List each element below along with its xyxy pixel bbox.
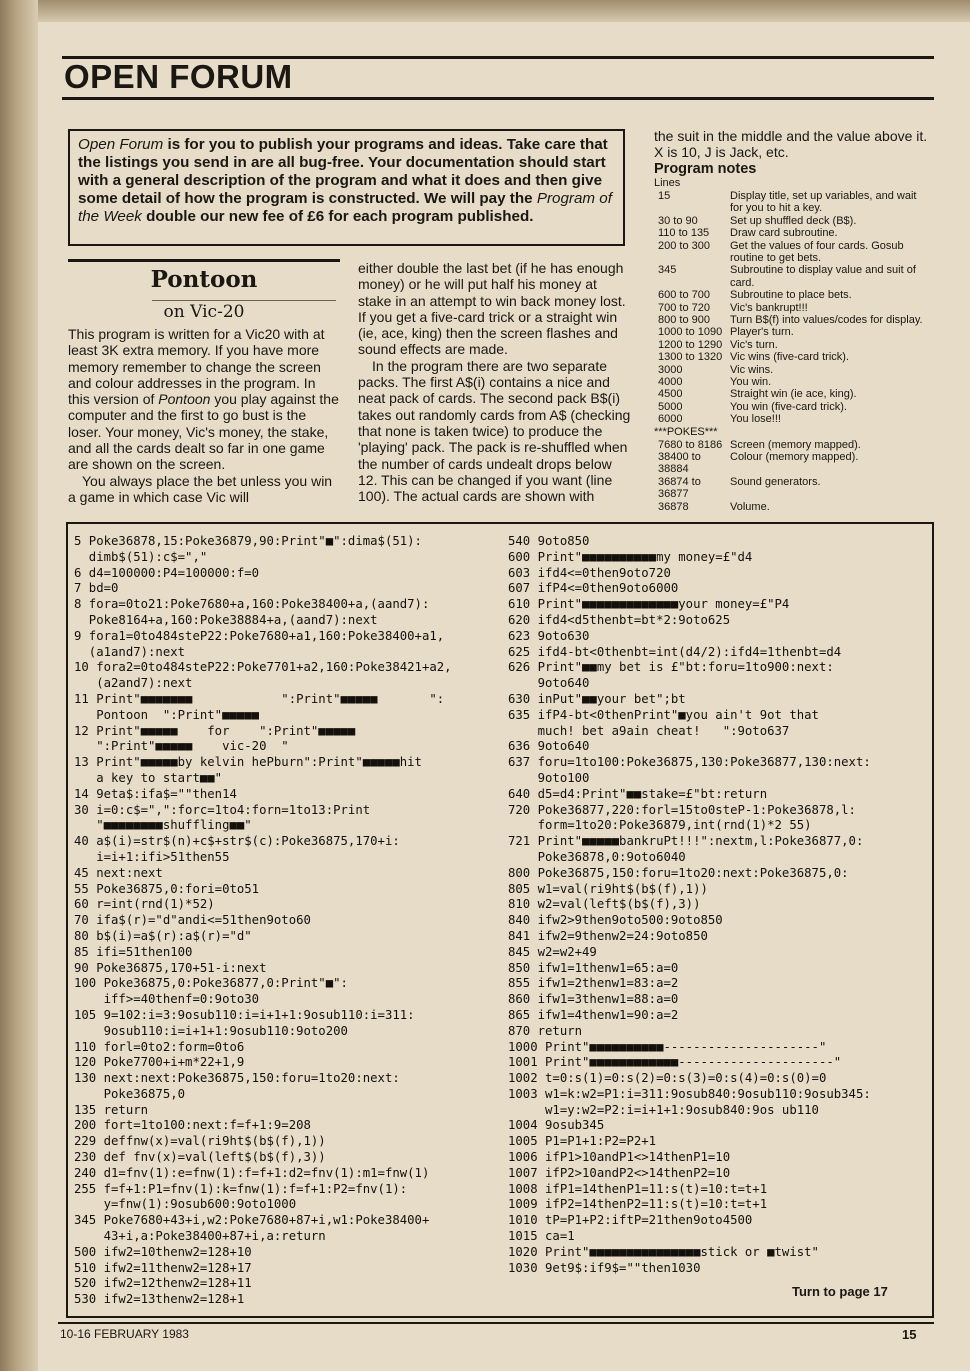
- notes-row: [654, 376, 930, 388]
- pokes-row: [654, 439, 861, 451]
- pokes-row: [654, 451, 861, 476]
- notes-description: Straight win (ie ace, king).: [730, 388, 857, 401]
- notes-description: You win (five-card trick).: [730, 400, 847, 413]
- listing-line: i=i+1:ifi>51then55: [74, 849, 230, 864]
- notes-line-ref: 110 to 135: [658, 227, 710, 240]
- listing-line: 1030 9et9$:if9$=""then1030: [508, 1260, 701, 1275]
- listing-line: iff>=40thenf=0:9oto30: [74, 992, 260, 1007]
- listing-line: 1008 ifP1=14thenP1=11:s(t)=10:t=t+1: [508, 1181, 768, 1196]
- listing-line: 805 w1=val(ri9ht$(b$(f),1)): [508, 881, 708, 896]
- listing-line: 850 ifw1=1thenw1=65:a=0: [508, 960, 679, 975]
- program-notes-table: [654, 190, 930, 426]
- notes-row: [654, 364, 930, 376]
- notes-line-ref: 6000: [658, 413, 683, 426]
- listing-line: 10 fora2=0to484steP22:Poke7701+a2,160:Poke38421+a2,: [74, 660, 452, 675]
- listing-line: 9oto640: [508, 676, 590, 691]
- notes-row: [654, 388, 930, 400]
- notes-description: Player's turn.: [730, 326, 794, 339]
- listing-line: 510 ifw2=11thenw2=128+17: [74, 1260, 252, 1275]
- listing-line: 635 ifP4-bt<0thenPrint"■you ain't 9ot that: [508, 707, 819, 722]
- listing-line: 603 ifd4<=0then9oto720: [508, 565, 671, 580]
- program-notes-heading: Program notes: [654, 160, 757, 177]
- article-subtitle: on Vic-20: [163, 302, 245, 322]
- pokes-description: Sound generators.: [730, 475, 821, 488]
- notes-line-ref: 1000 to 1090: [658, 326, 723, 339]
- notes-description: Turn B$(f) into values/codes for display.: [730, 313, 923, 326]
- listing-line: 8 fora=0to21:Poke7680+a,160:Poke38400+a,(aand7):: [74, 597, 430, 612]
- notes-line-ref: 3000: [658, 363, 683, 376]
- listing-line: ":Print"■■■■■ vic-20 ": [74, 739, 289, 754]
- pokes-line-ref: 38400 to 38884: [658, 451, 701, 476]
- listing-line: 1004 9osub345: [508, 1118, 605, 1133]
- intro-text-2: double our new fee of £6 for each program published.: [141, 208, 534, 225]
- pokes-description: Volume.: [730, 500, 770, 513]
- listing-line: 840 ifw2>9then9oto500:9oto850: [508, 913, 723, 928]
- turn-to-page: Turn to page 17: [792, 1284, 888, 1299]
- pokes-line-ref: 36874 to 36877: [658, 475, 701, 501]
- column-1-text-b: you play against the computer and the first to go bust is the loser. Your money, Vic's money, the stake, and all the cards dealt so far in one game are shown on the screen.: [68, 391, 339, 473]
- listing-line: 240 d1=fnv(1):e=fnw(1):f=f+1:d2=fnv(1):m1=fnw(1): [74, 1165, 430, 1180]
- notes-line-ref: 30 to 90: [658, 214, 698, 227]
- listing-line: 1003 w1=k:w2=P1:i=311:9osub840:9osub110:9osub345:: [508, 1086, 871, 1101]
- listing-line: 625 ifd4-bt<0thenbt=int(d4/2):ifd4=1thenbt=d4: [508, 644, 842, 659]
- pokes-line-ref: 36878: [658, 500, 689, 513]
- notes-row: [654, 326, 930, 338]
- notes-description: Display title, set up variables, and wait for you to hit a key.: [730, 189, 917, 215]
- listing-line: 1001 Print"■■■■■■■■■■■■---------------------": [508, 1055, 842, 1070]
- listing-line: 9 fora1=0to484steP22:Poke7680+a1,160:Poke38400+a1,: [74, 628, 445, 643]
- notes-row: [654, 227, 930, 239]
- notes-description: You win.: [730, 375, 772, 388]
- page-number: 15: [902, 1327, 917, 1342]
- listing-line: 60 r=int(rnd(1)*52): [74, 897, 215, 912]
- notes-line-ref: 800 to 900: [658, 313, 710, 326]
- listing-line: 105 9=102:i=3:9osub110:i=i+1+1:9osub110:i=311:: [74, 1007, 415, 1022]
- column-1-paragraph-2: You always place the bet unless you win a game in which case Vic will: [68, 472, 333, 505]
- notes-description: Vic's bankrupt!!!: [730, 301, 808, 314]
- listing-line: 9oto100: [508, 770, 590, 785]
- listing-line: 720 Poke36877,220:forl=15to0steP-1:Poke36878,l:: [508, 802, 856, 817]
- listing-line: 860 ifw1=3thenw1=88:a=0: [508, 992, 679, 1007]
- listing-line: 1006 ifP1>10andP1<>14thenP1=10: [508, 1150, 731, 1165]
- notes-description: Vic wins.: [730, 363, 774, 376]
- notes-row: [654, 190, 930, 215]
- listing-line: 12 Print"■■■■■ for ":Print"■■■■■: [74, 723, 356, 738]
- listing-line: 630 inPut"■■your bet";bt: [508, 691, 686, 706]
- listing-line: 255 f=f+1:P1=fnv(1):k=fnw(1):f=f+1:P2=fnv(1):: [74, 1181, 408, 1196]
- pokes-description: Screen (memory mapped).: [730, 438, 861, 451]
- listing-line: 870 return: [508, 1023, 583, 1038]
- listing-line: form=1to20:Poke36879,int(rnd(1)*2 55): [508, 818, 812, 833]
- listing-line: 841 ifw2=9thenw2=24:9oto850: [508, 928, 708, 943]
- listing-line: 120 Poke7700+i+m*22+1,9: [74, 1055, 245, 1070]
- listing-line: 6 d4=100000:P4=100000:f=0: [74, 565, 260, 580]
- page-shadow-top: [0, 0, 970, 22]
- listing-line: 620 ifd4<d5thenbt=bt*2:9oto625: [508, 612, 731, 627]
- listing-line: 520 ifw2=12thenw2=128+11: [74, 1276, 252, 1291]
- article-subtitle-rule: [152, 300, 336, 301]
- listing-line: "■■■■■■■■shuffling■■": [74, 818, 252, 833]
- listing-line: 7 bd=0: [74, 581, 119, 596]
- listing-line: 1002 t=0:s(1)=0:s(2)=0:s(3)=0:s(4)=0:s(0)=0: [508, 1071, 827, 1086]
- listing-line: Poke8164+a,160:Poke38884+a,(aand7):next: [74, 612, 378, 627]
- pokes-row: [654, 476, 861, 501]
- column-1-text-a: This program is written for a Vic20 with at least 3K extra memory. If you have more memory remember to change the screen and colour addresses in the program. In this version of: [68, 326, 325, 408]
- column-1-paragraph-1: [68, 326, 340, 473]
- listing-line: 85 ifi=51then100: [74, 944, 193, 959]
- listing-line: 636 9oto640: [508, 739, 590, 754]
- listing-line: (a2and7):next: [74, 676, 193, 691]
- notes-line-ref: 4000: [658, 375, 683, 388]
- listing-line: 721 Print"■■■■■bankruPt!!!":nextm,l:Poke36877,0:: [508, 834, 864, 849]
- listing-line: 230 def fnv(x)=val(left$(b$(f),3)): [74, 1150, 326, 1165]
- notes-row: [654, 339, 930, 351]
- pokes-table: [654, 439, 861, 513]
- pokes-line-ref: 7680 to 8186: [658, 438, 723, 451]
- program-listing-left: [74, 534, 452, 1308]
- notes-line-ref: 700 to 720: [658, 301, 710, 314]
- listing-line: 11 Print"■■■■■■■ ":Print"■■■■■ ":: [74, 691, 445, 706]
- column-3-paragraph-1: the suit in the middle and the value above it. X is 10, J is Jack, etc.: [654, 128, 928, 161]
- listing-line: a key to start■■": [74, 770, 223, 785]
- listing-line: 9osub110:i=i+1+1:9osub110:9oto200: [74, 1023, 348, 1038]
- listing-line: w1=y:w2=P2:i=i+1+1:9osub840:9os ub110: [508, 1102, 819, 1117]
- notes-row: [654, 401, 930, 413]
- listing-line: 845 w2=w2+49: [508, 944, 597, 959]
- listing-line: 1010 tP=P1+P2:iftP=21then9oto4500: [508, 1213, 753, 1228]
- notes-line-ref: 345: [658, 264, 677, 277]
- notes-description: Set up shuffled deck (B$).: [730, 214, 857, 227]
- listing-line: dimb$(51):c$=",": [74, 549, 208, 564]
- article-column-3: [654, 128, 930, 513]
- program-listing-right: [508, 534, 871, 1276]
- notes-line-ref: 1200 to 1290: [658, 338, 723, 351]
- column-2-paragraph-1: either double the last bet (if he has enough money) or he will put half his money at stake in an attempt to win back money lost. If you get a five-card trick or a straight win (ie, ace, king) then the screen flashes and sound effects are made.: [358, 260, 626, 358]
- notes-row: [654, 240, 930, 265]
- listing-line: 640 d5=d4:Print"■■stake=£"bt:return: [508, 786, 768, 801]
- article-title: Pontoon: [150, 266, 258, 293]
- listing-line: 80 b$(i)=a$(r):a$(r)="d": [74, 928, 252, 943]
- listing-line: (a1and7):next: [74, 644, 186, 659]
- notes-line-ref: 600 to 700: [658, 289, 710, 302]
- listing-line: 5 Poke36878,15:Poke36879,90:Print"■":dima$(51):: [74, 534, 422, 548]
- notes-description: Draw card subroutine.: [730, 227, 838, 240]
- intro-box: [68, 129, 625, 246]
- footer-date: 10-16 FEBRUARY 1983: [60, 1327, 189, 1341]
- intro-lead: Open Forum: [78, 136, 164, 153]
- listing-line: 1007 ifP2>10andP2<>14thenP2=10: [508, 1165, 731, 1180]
- listing-line: 600 Print"■■■■■■■■■■my money=£"d4: [508, 549, 753, 564]
- footer-rule: [58, 1322, 934, 1324]
- listing-line: Pontoon ":Print"■■■■■: [74, 707, 260, 722]
- intro-potw: Program of the Week: [78, 190, 612, 225]
- listing-line: 610 Print"■■■■■■■■■■■■■your money=£"P4: [508, 597, 790, 612]
- listing-line: 626 Print"■■my bet is £"bt:foru=1to900:next:: [508, 660, 834, 675]
- column-2-paragraph-2: In the program there are two separate packs. The first A$(i) contains a nice and neat pack of cards. The second pack B$(i) takes out randomly cards from A$ (checking that none is taken twice) to produce the 'playing' pack. The pack is re-shuffled when the number of cards undealt drops below 12. This can be changed if you want (line 100). The actual cards are shown with: [358, 357, 631, 505]
- listing-line: 40 a$(i)=str$(n)+c$+str$(c):Poke36875,170+i:: [74, 834, 400, 849]
- listing-line: 43+i,a:Poke38400+87+i,a:return: [74, 1229, 326, 1244]
- notes-line-ref: 15: [658, 189, 671, 202]
- notes-line-ref: 4500: [658, 388, 683, 401]
- listing-line: 110 forl=0to2:form=0to6: [74, 1039, 245, 1054]
- article-column-1: [68, 326, 340, 505]
- listing-line: 1005 P1=P1+1:P2=P2+1: [508, 1134, 657, 1149]
- notes-row: [654, 215, 930, 227]
- column-1-emphasis: Pontoon: [158, 391, 211, 408]
- listing-line: 1020 Print"■■■■■■■■■■■■■■■stick or ■twist": [508, 1244, 819, 1259]
- masthead-title: OPEN FORUM: [64, 58, 293, 95]
- listing-line: 500 ifw2=10thenw2=128+10: [74, 1244, 252, 1259]
- listing-line: 1000 Print"■■■■■■■■■■---------------------": [508, 1039, 827, 1054]
- listing-line: y=fnw(1):9osub600:9oto1000: [74, 1197, 297, 1212]
- notes-line-ref: 5000: [658, 400, 683, 413]
- notes-row: [654, 314, 930, 326]
- listing-line: 229 deffnw(x)=val(ri9ht$(b$(f),1)): [74, 1134, 326, 1149]
- notes-line-ref: 200 to 300: [658, 239, 710, 252]
- listing-line: 55 Poke36875,0:fori=0to51: [74, 881, 260, 896]
- notes-row: [654, 264, 930, 289]
- listing-line: Poke36878,0:9oto6040: [508, 849, 686, 864]
- notes-description: Get the values of four cards. Gosub routine to get bets.: [730, 239, 904, 264]
- listing-line: 13 Print"■■■■■by kelvin hePburn":Print"■■■■■hit: [74, 755, 422, 770]
- listing-line: 530 ifw2=13thenw2=128+1: [74, 1292, 245, 1307]
- listing-line: 865 ifw1=4thenw1=90:a=2: [508, 1007, 679, 1022]
- notes-description: You lose!!!: [730, 413, 781, 426]
- article-rule: [68, 259, 340, 262]
- listing-line: 637 foru=1to100:Poke36875,130:Poke36877,130:next:: [508, 755, 871, 770]
- notes-description: Subroutine to place bets.: [730, 289, 852, 302]
- listing-line: 1015 ca=1: [508, 1229, 575, 1244]
- listing-line: 45 next:next: [74, 865, 163, 880]
- listing-line: 130 next:next:Poke36875,150:foru=1to20:next:: [74, 1071, 400, 1086]
- masthead-rule-bottom: [62, 97, 934, 100]
- listing-line: 855 ifw1=2thenw1=83:a=2: [508, 976, 679, 991]
- listing-line: 345 Poke7680+43+i,w2:Poke7680+87+i,w1:Poke38400+: [74, 1213, 430, 1228]
- page-binding-edge: [0, 0, 38, 1371]
- notes-row: [654, 289, 930, 301]
- notes-line-ref: 1300 to 1320: [658, 351, 723, 364]
- pokes-row: [654, 501, 861, 513]
- listing-line: much! bet a9ain cheat! ":9oto637: [508, 723, 790, 738]
- listing-line: 810 w2=val(left$(b$(f),3)): [508, 897, 701, 912]
- program-notes-lines-label: Lines: [654, 176, 681, 189]
- pokes-description: Colour (memory mapped).: [730, 451, 859, 464]
- listing-line: Poke36875,0: [74, 1086, 186, 1101]
- notes-row: [654, 351, 930, 363]
- listing-line: 30 i=0:c$=",":forc=1to4:forn=1to13:Print: [74, 802, 371, 817]
- listing-line: 90 Poke36875,170+51-i:next: [74, 960, 267, 975]
- listing-line: 623 9oto630: [508, 628, 590, 643]
- notes-description: Vic wins (five-card trick).: [730, 351, 849, 364]
- listing-line: 70 ifa$(r)="d"andi<=51then9oto60: [74, 913, 311, 928]
- listing-line: 1009 ifP2=14thenP2=11:s(t)=10:t=t+1: [508, 1197, 768, 1212]
- listing-line: 800 Poke36875,150:foru=1to20:next:Poke36875,0:: [508, 865, 849, 880]
- listing-line: 607 ifP4<=0then9oto6000: [508, 581, 679, 596]
- listing-line: 135 return: [74, 1102, 149, 1117]
- article-column-2: [358, 260, 632, 504]
- notes-row: [654, 413, 930, 425]
- intro-text-1: is for you to publish your programs and ideas. Take care that the listings you send in are all bug-free. Your documentation should start with a general description of the program and what it does and then give some detail of how the program is constructed. We will pay the: [78, 136, 608, 207]
- listing-line: 200 fort=1to100:next:f=f+1:9=208: [74, 1118, 311, 1133]
- listing-line: 540 9oto850: [508, 534, 590, 548]
- notes-description: Vic's turn.: [730, 338, 778, 351]
- notes-description: Subroutine to display value and suit of card.: [730, 264, 916, 289]
- listing-line: 14 9eta$:ifa$=""then14: [74, 786, 237, 801]
- pokes-heading: ***POKES***: [654, 425, 718, 438]
- listing-line: 100 Poke36875,0:Poke36877,0:Print"■":: [74, 976, 348, 991]
- notes-row: [654, 302, 930, 314]
